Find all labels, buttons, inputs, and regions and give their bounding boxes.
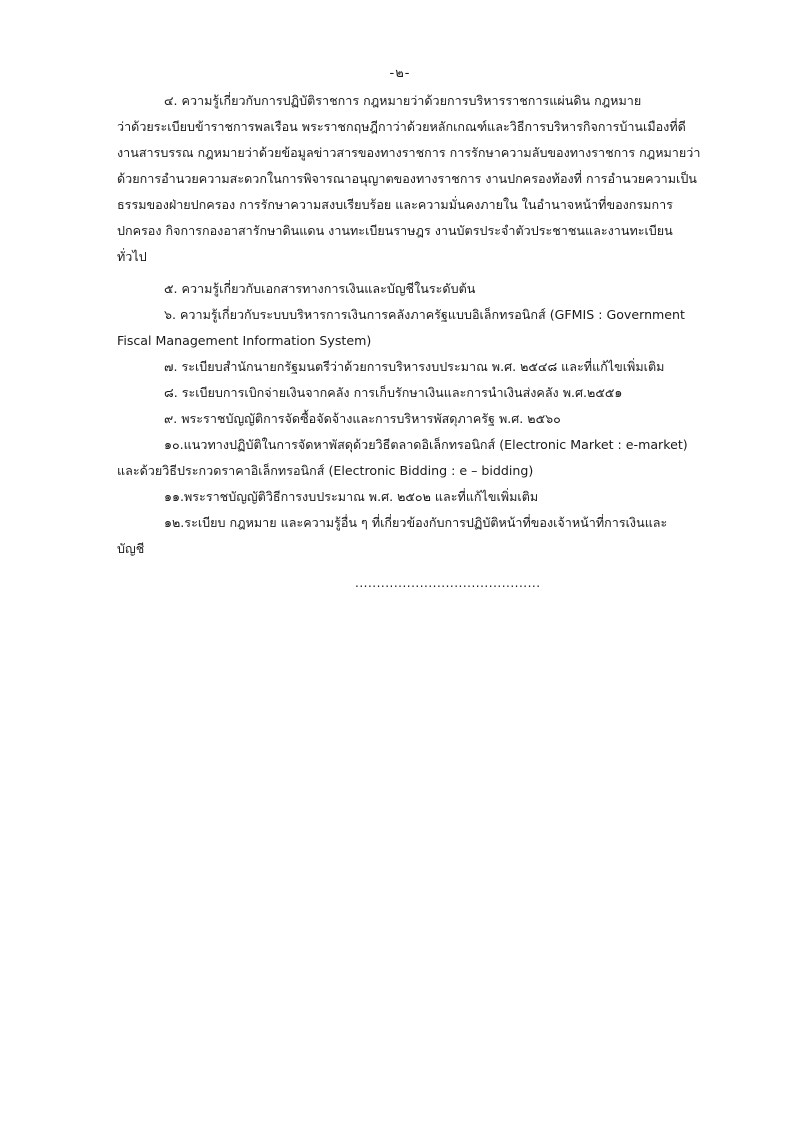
item-4-line-3: งานสารบรรณ กฎหมายว่าด้วยข้อมูลข่าวสารของทางราชการ การรักษาความลับของทางราชการ กฎหมายว่า (117, 145, 701, 160)
page-number: -๒- (389, 66, 411, 81)
item-6-line-1: ๖. ความรู้เกี่ยวกับระบบบริหารการเงินการคลังภาครัฐแบบอิเล็กทรอนิกส์ (GFMIS : Government (164, 307, 685, 322)
item-4-line-4: ด้วยการอำนวยความสะดวกในการพิจารณาอนุญาตของทางราชการ งานปกครองท้องที่ การอำนวยความเป็น (117, 171, 697, 186)
item-9: ๙. พระราชบัญญัติการจัดซื้อจัดจ้างและการบริหารพัสดุภาครัฐ พ.ศ. ๒๕๖๐ (164, 411, 561, 426)
item-11: ๑๑.พระราชบัญญัติวิธีการงบประมาณ พ.ศ. ๒๕๐๒ และที่แก้ไขเพิ่มเติม (164, 489, 539, 504)
item-12-line-2: บัญชี (117, 541, 145, 556)
item-8: ๘. ระเบียบการเบิกจ่ายเงินจากคลัง การเก็บรักษาเงินและการนำเงินส่งคลัง พ.ศ.๒๕๕๑ (164, 385, 623, 400)
item-12-line-1: ๑๒.ระเบียบ กฎหมาย และความรู้อื่น ๆ ที่เกี่ยวข้องกับการปฏิบัติหน้าที่ของเจ้าหน้าที่การเงินและ (164, 515, 668, 530)
item-4-line-1: ๔. ความรู้เกี่ยวกับการปฏิบัติราชการ กฎหมายว่าด้วยการบริหารราชการแผ่นดิน กฎหมาย (164, 93, 642, 108)
item-10-line-1: ๑๐.แนวทางปฏิบัติในการจัดหาพัสดุด้วยวิธีตลาดอิเล็กทรอนิกส์ (Electronic Market : e-market) (164, 437, 688, 452)
item-4-line-5: ธรรมของฝ่ายปกครอง การรักษาความสงบเรียบร้อย และความมั่นคงภายใน ในอำนาจหน้าที่ของกรมการ (117, 197, 673, 212)
item-7: ๗. ระเบียบสำนักนายกรัฐมนตรีว่าด้วยการบริหารงบประมาณ พ.ศ. ๒๕๔๘ และที่แก้ไขเพิ่มเติม (164, 359, 665, 374)
item-6-line-2: Fiscal Management Information System) (117, 333, 372, 348)
item-4-line-6: ปกครอง กิจการกองอาสารักษาดินแดน งานทะเบียนราษฎร งานบัตรประจำตัวประชาชนและงานทะเบียน (117, 223, 673, 238)
item-4-line-2: ว่าด้วยระเบียบข้าราชการพลเรือน พระราชกฤษฎีกาว่าด้วยหลักเกณฑ์และวิธีการบริหารกิจการบ้านเมืองที่ดี (117, 119, 686, 134)
end-separator: ........................................... (355, 576, 541, 590)
item-4-line-7: ทั่วไป (117, 249, 147, 264)
item-10-line-2: และด้วยวิธีประกวดราคาอิเล็กทรอนิกส์ (Electronic Bidding : e – bidding) (117, 463, 534, 478)
item-5: ๕. ความรู้เกี่ยวกับเอกสารทางการเงินและบัญชีในระดับต้น (164, 281, 476, 296)
